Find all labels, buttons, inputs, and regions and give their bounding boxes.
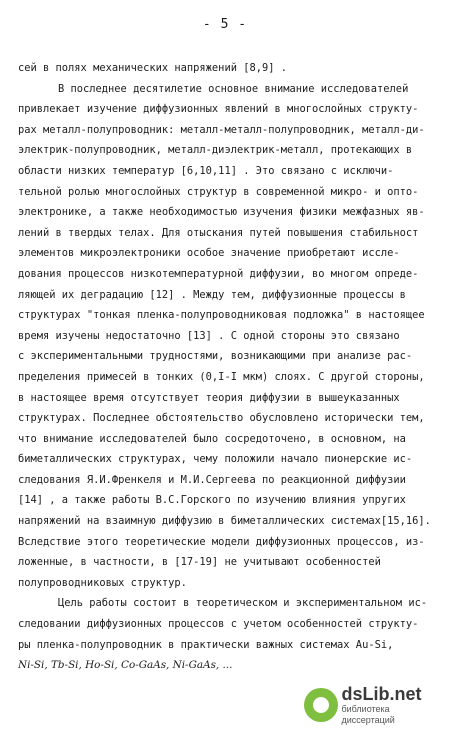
text-line: ры пленка-полупроводник в практически важных системах Au-Si, xyxy=(18,638,394,651)
text-line: тельной ролью многослойных структур в современной микро- и опто- xyxy=(18,185,419,198)
text-line: время изучены недостаточно [13] . С одной стороны это связано xyxy=(18,329,400,342)
text-line: структурах "тонкая пленка-полупроводниковая подложка" в настоящее xyxy=(18,309,425,322)
text-line: сей в полях механических напряжений [8,9] . xyxy=(18,62,287,74)
text-line: Вследствие этого теоретические модели диффузионных процессов, из- xyxy=(18,535,425,548)
text-line: ложенные, в частности, в [17-19] не учитывают особенностей xyxy=(18,556,381,569)
text-line: электронике, а также необходимостью изучения физики межфазных яв- xyxy=(18,206,425,219)
text-line: области низких температур [6,10,11] . Это связано с исключи- xyxy=(18,164,394,177)
text-line: [14] , а также работы В.С.Горского по изучению влияния упругих xyxy=(18,494,406,507)
text-line: В последнее десятилетие основное внимание исследователей xyxy=(58,82,409,95)
text-line: рах металл-полупроводник: металл-металл-полупроводник, металл-ди- xyxy=(18,123,425,136)
watermark-subtitle: библиотека диссертаций xyxy=(341,703,395,725)
text-line: напряжений на взаимную диффузию в биметаллических системах[15,16]. xyxy=(18,515,431,528)
text-line: электрик-полупроводник, металл-диэлектрик-металл, протекающих в xyxy=(18,144,413,157)
text-line: биметаллических структурах, чему положили начало пионерские ис- xyxy=(18,453,413,466)
page-number: - 5 - xyxy=(202,17,248,32)
text-line: пределения примесей в тонких (0,I-I мкм) слоях. С другой стороны, xyxy=(18,370,425,383)
text-line: с экспериментальными трудностями, возникающими при анализе рас- xyxy=(18,350,413,363)
text-line: структурах. Последнее обстоятельство обусловлено исторически тем, xyxy=(18,412,425,425)
text-line: следования Я.И.Френкеля и М.И.Сергеева по реакционной диффузии xyxy=(18,473,406,486)
text-line: полупроводниковых структур. xyxy=(18,576,187,589)
dslib-logo-icon xyxy=(304,688,338,722)
text-line: дования процессов низкотемпературной диффузии, во многом опреде- xyxy=(18,267,419,280)
text-line: в настоящее время отсутствует теория диффузии в вышеуказанных xyxy=(18,391,400,404)
text-line: привлекает изучение диффузионных явлений в многослойных структу- xyxy=(18,103,419,116)
text-line: Цель работы состоит в теоретическом и экспериментальном ис- xyxy=(58,597,428,610)
text-line: элементов микроэлектроники особое значение приобретают иссле- xyxy=(18,247,400,260)
body-text xyxy=(18,58,438,676)
text-line: что внимание исследователей было сосредоточено, в основном, на xyxy=(18,432,406,445)
text-line: лений в твердых телах. Для отыскания путей повышения стабильност xyxy=(18,226,419,239)
text-line: ляющей их деградацию [12] . Между тем, диффузионные процессы в xyxy=(18,288,406,301)
text-line: следовании диффузионных процессов с учетом особенностей структу- xyxy=(18,618,419,631)
dslib-watermark xyxy=(304,683,444,727)
text-line: Ni-Si, Tb-Si, Ho-Si, Co-GaAs, Ni-GaAs, ... xyxy=(18,659,233,672)
watermark-brand: dsLib.net xyxy=(341,683,422,704)
